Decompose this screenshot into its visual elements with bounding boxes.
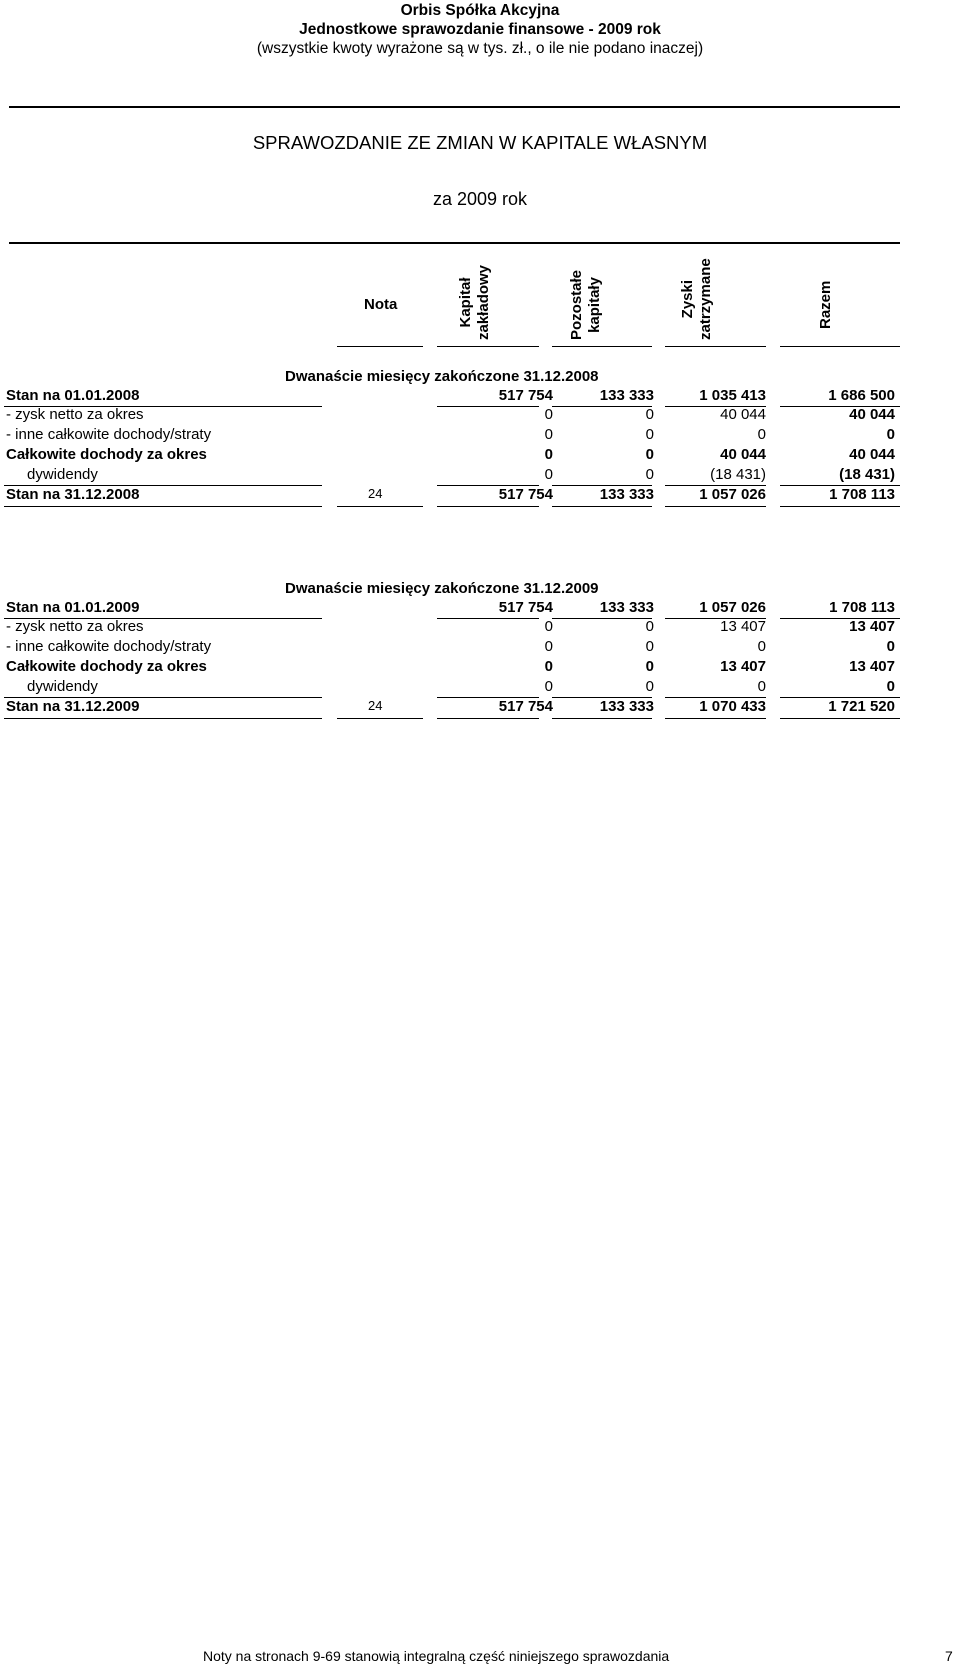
cell-kapital: 517 754 [498,698,553,715]
column-header-kapital-line1: Kapitał [457,277,474,328]
row-underline [337,718,423,719]
cell-kapital: 517 754 [498,486,553,503]
row-underline [437,506,539,507]
cell-kapital: 0 [544,466,553,483]
table-row [0,426,960,445]
column-underline-kapital [437,346,539,347]
row-label: dywidendy [27,466,98,483]
title-divider [9,242,900,244]
row-nota: 24 [368,698,383,713]
cell-pozostale: 0 [645,678,654,695]
column-header-kapital-line2: zakładowy [475,264,492,340]
cell-pozostale: 133 333 [599,387,654,404]
row-label: Całkowite dochody za okres [6,446,207,463]
row-label: Stan na 01.01.2009 [6,599,140,616]
column-header-razem-label: Razem [817,280,834,329]
section-title-2009: Dwanaście miesięcy zakończone 31.12.2009 [285,580,599,597]
cell-pozostale: 0 [645,466,654,483]
cell-zyski: 13 407 [720,658,766,675]
table-row [0,599,960,618]
row-underline [4,506,322,507]
row-label: - zysk netto za okres [6,406,144,423]
column-header-zyski-line2: zatrzymane [697,258,714,340]
row-label: dywidendy [27,678,98,695]
row-underline [780,718,900,719]
cell-razem: 40 044 [849,406,895,423]
cell-pozostale: 133 333 [599,486,654,503]
table-row [0,698,960,717]
cell-zyski: 40 044 [720,446,766,463]
cell-kapital: 0 [544,426,553,443]
cell-kapital: 0 [544,678,553,695]
column-underline-pozostale [552,346,652,347]
row-underline [4,718,322,719]
cell-razem: 1 686 500 [828,387,895,404]
cell-pozostale: 0 [645,638,654,655]
column-underline-razem [780,346,900,347]
row-underline [665,718,766,719]
table-row [0,406,960,425]
cell-razem: (18 431) [839,466,895,483]
cell-zyski: 0 [757,678,766,695]
row-underline [437,718,539,719]
row-label: Całkowite dochody za okres [6,658,207,675]
table-row [0,446,960,465]
cell-pozostale: 0 [645,446,654,463]
table-row [0,678,960,697]
row-label: Stan na 31.12.2008 [6,486,140,503]
page-number: 7 [945,1648,953,1664]
cell-razem: 1 708 113 [829,599,895,616]
row-underline [337,506,423,507]
row-label: - inne całkowite dochody/straty [6,638,212,655]
row-label: - zysk netto za okres [6,618,144,635]
column-header-pozostale-line2: kapitały [586,277,603,333]
row-label: Stan na 31.12.2009 [6,698,140,715]
cell-kapital: 0 [544,446,553,463]
cell-kapital: 517 754 [498,599,553,616]
company-name: Orbis Spółka Akcyjna [400,2,560,19]
table-row [0,387,960,406]
cell-zyski: 1 035 413 [699,387,766,404]
cell-razem: 1 721 520 [828,698,895,715]
cell-zyski: (18 431) [710,466,766,483]
report-name: Jednostkowe sprawozdanie finansowe - 2009 rok [299,21,661,38]
cell-kapital: 0 [544,658,553,675]
row-underline [552,718,652,719]
document-title: SPRAWOZDANIE ZE ZMIAN W KAPITALE WŁASNYM [252,132,708,153]
row-nota: 24 [368,486,383,501]
cell-zyski: 0 [757,638,766,655]
column-underline-zyski [665,346,766,347]
table-row [0,638,960,657]
table-row [0,486,960,505]
cell-zyski: 40 044 [720,406,766,423]
section-title-2008: Dwanaście miesięcy zakończone 31.12.2008 [285,368,599,385]
currency-note: (wszystkie kwoty wyrażone są w tys. zł., o ile nie podano inaczej) [256,40,704,57]
table-row [0,466,960,485]
cell-razem: 1 708 113 [829,486,895,503]
cell-pozostale: 133 333 [599,698,654,715]
cell-zyski: 1 057 026 [699,599,766,616]
cell-zyski: 1 057 026 [699,486,766,503]
table-row [0,658,960,677]
cell-pozostale: 0 [645,406,654,423]
cell-kapital: 0 [544,406,553,423]
column-underline-nota [337,346,423,347]
cell-razem: 0 [886,678,895,695]
cell-razem: 13 407 [849,658,895,675]
cell-razem: 0 [886,638,895,655]
row-label: Stan na 01.01.2008 [6,387,140,404]
table-row [0,618,960,637]
cell-kapital: 0 [544,618,553,635]
cell-zyski: 13 407 [720,618,766,635]
column-header-zyski-line1: Zyski [679,279,696,319]
row-underline [780,506,900,507]
footer-note: Noty na stronach 9-69 stanowią integralną część niniejszego sprawozdania [203,1648,670,1664]
cell-razem: 0 [886,426,895,443]
row-underline [665,506,766,507]
cell-pozostale: 0 [645,658,654,675]
header-divider [9,106,900,108]
page-header [0,0,960,58]
document-period: za 2009 rok [432,189,528,209]
cell-razem: 13 407 [849,618,895,635]
cell-zyski: 0 [757,426,766,443]
cell-zyski: 1 070 433 [699,698,766,715]
cell-pozostale: 0 [645,426,654,443]
cell-kapital: 517 754 [498,387,553,404]
column-header-pozostale-line1: Pozostałe [568,269,585,340]
cell-kapital: 0 [544,638,553,655]
row-underline [552,506,652,507]
cell-razem: 40 044 [849,446,895,463]
column-header-nota: Nota [364,296,398,313]
row-label: - inne całkowite dochody/straty [6,426,212,443]
cell-pozostale: 133 333 [599,599,654,616]
cell-pozostale: 0 [645,618,654,635]
